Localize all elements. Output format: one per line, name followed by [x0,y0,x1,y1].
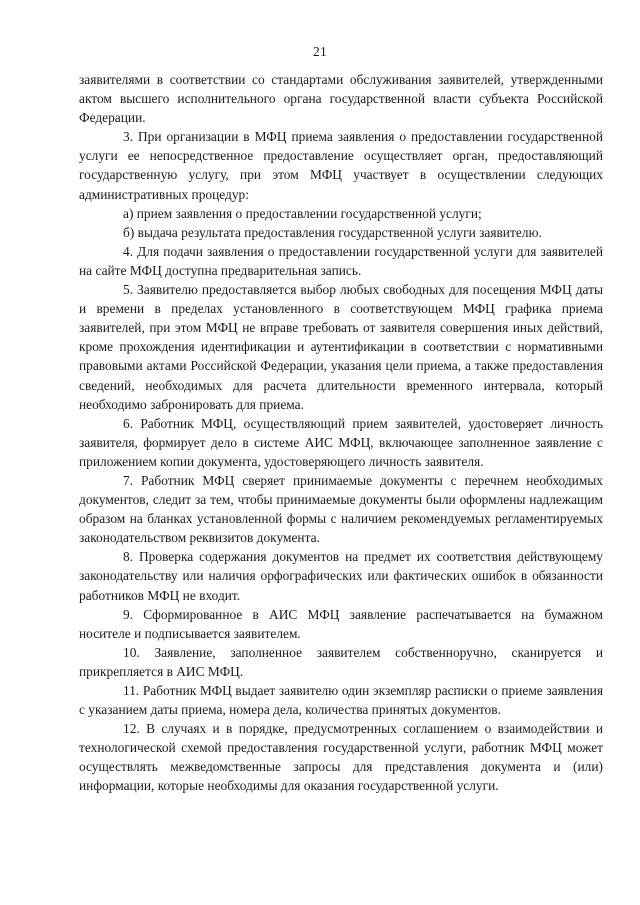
paragraph-6: 6. Работник МФЦ, осуществляющий прием заявителей, удостоверяет личность заявителя, формирует дело в системе АИС МФЦ, включающее заполненное заявление с приложением копии документа, удостоверяющего личность заявителя. [79,415,603,469]
paragraph-3: 3. При организации в МФЦ приема заявления о предоставлении государственной услуги ее непосредственное предоставление осуществляет орган, предоставляющий государственную услугу, при этом МФЦ участвует в осуществлении следующих административных процедур: [79,129,603,202]
paragraph-7: 7. Работник МФЦ сверяет принимаемые документы с перечнем необходимых документов, следит за тем, чтобы принимаемые документы были оформлены надлежащим образом на бланках установленной формы с наличием рекомендуемых регламентируемых законодательством реквизитов документа. [79,472,603,546]
paragraph-continuation: заявителями в соответствии со стандартами обслуживания заявителей, утвержденными актом высшего исполнительного органа государственной власти субъекта Российской Федерации. [79,72,603,126]
paragraph-9: 9. Сформированное в АИС МФЦ заявление распечатывается на бумажном носителе и подписывается заявителем. [79,606,603,641]
paragraph-5: 5. Заявителю предоставляется выбор любых свободных для посещения МФЦ даты и времени в пределах установленного в соответствующем МФЦ графика приема заявителей, при этом МФЦ не вправе требовать от заявителя совершения иных действий, кроме прохождения идентификации и аутентификации в соответствии с нормативными правовыми актами Российской Федерации, указания цели приема, а также предоставления сведений, необходимых для расчета длительности временного интервала, который необходимо забронировать для приема. [79,282,603,412]
page-number: 21 [313,44,327,59]
paragraph-3a: а) прием заявления о предоставлении государственной услуги; [123,205,482,221]
paragraph-3b: б) выдача результата предоставления государственной услуги заявителю. [123,224,542,240]
paragraph-4: 4. Для подачи заявления о предоставлении государственной услуги для заявителей на сайте МФЦ доступна предварительная запись. [79,243,603,278]
paragraph-12: 12. В случаях и в порядке, предусмотренных соглашением о взаимодействии и технологической схемой предоставления государственной услуги, работник МФЦ может осуществлять межведомственные запросы для представления документа и (или) информации, которые необходимы для оказания государственной услуги. [79,721,603,794]
paragraph-8: 8. Проверка содержания документов на предмет их соответствия действующему законодательству или наличия орфографических или фактических ошибок в обязанности работников МФЦ не входит. [79,549,603,603]
document-body [79,70,603,796]
paragraph-10: 10. Заявление, заполненное заявителем собственноручно, сканируется и прикрепляется в АИС МФЦ. [79,644,603,679]
paragraph-11: 11. Работник МФЦ выдает заявителю один экземпляр расписки о приеме заявления с указанием даты приема, номера дела, количества принятых документов. [79,683,603,718]
